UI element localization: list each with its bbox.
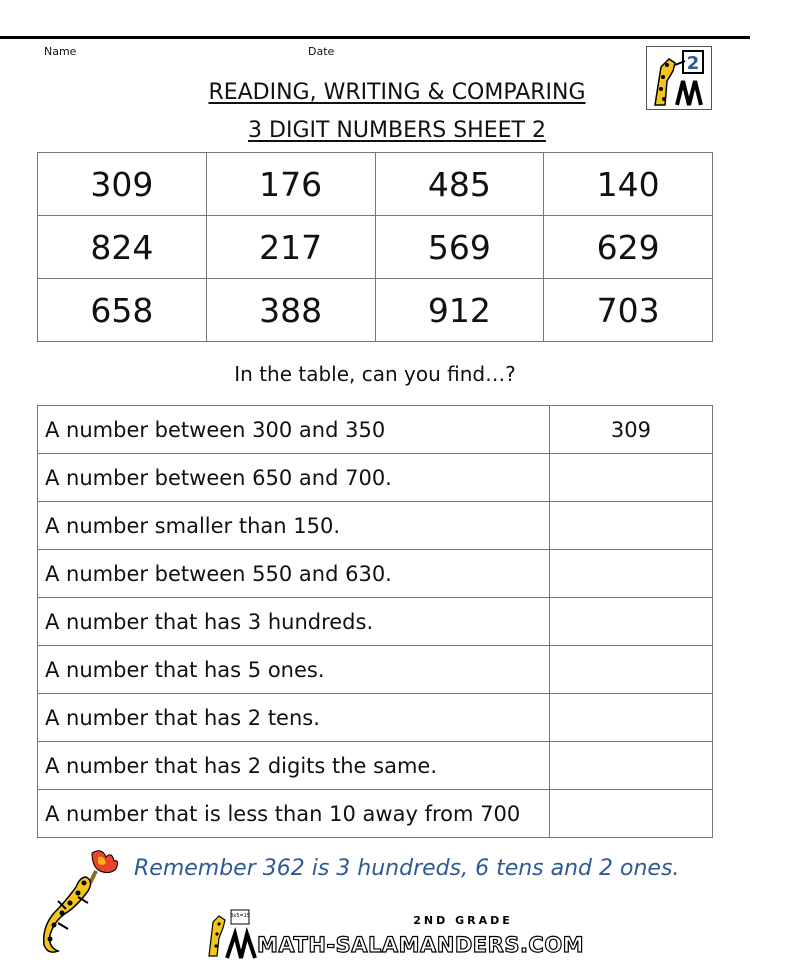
number-cell: 485 <box>375 153 544 216</box>
question-text: A number that has 3 hundreds. <box>38 598 550 646</box>
number-cell: 569 <box>375 216 544 279</box>
answer-cell[interactable] <box>549 790 712 838</box>
table-row <box>38 694 713 742</box>
table-row <box>38 279 713 342</box>
answer-cell[interactable] <box>549 550 712 598</box>
number-cell: 824 <box>38 216 207 279</box>
table-row <box>38 454 713 502</box>
name-label: Name <box>44 45 77 58</box>
question-text: A number between 650 and 700. <box>38 454 550 502</box>
number-cell: 309 <box>38 153 207 216</box>
svg-text:MATH-SALAMANDERS.COM: MATH-SALAMANDERS.COM <box>257 933 585 957</box>
numbers-table <box>37 152 713 342</box>
question-text: A number smaller than 150. <box>38 502 550 550</box>
question-text: A number between 300 and 350 <box>38 406 550 454</box>
svg-text:3x5=15: 3x5=15 <box>230 913 250 919</box>
table-row <box>38 406 713 454</box>
remember-note: Remember 362 is 3 hundreds, 6 tens and 2 ones. <box>134 856 680 881</box>
table-row <box>38 742 713 790</box>
number-cell: 217 <box>206 216 375 279</box>
worksheet-title-line2: 3 DIGIT NUMBERS SHEET 2 <box>248 118 546 143</box>
table-row <box>38 502 713 550</box>
number-cell: 629 <box>544 216 713 279</box>
footer-logo <box>205 908 585 960</box>
date-label: Date <box>308 45 335 58</box>
answer-cell[interactable] <box>549 742 712 790</box>
question-text: A number that has 2 tens. <box>38 694 550 742</box>
number-cell: 140 <box>544 153 713 216</box>
question-text: A number between 550 and 630. <box>38 550 550 598</box>
question-prompt: In the table, can you find…? <box>234 362 516 386</box>
number-cell: 703 <box>544 279 713 342</box>
table-row <box>38 216 713 279</box>
number-cell: 176 <box>206 153 375 216</box>
salamander-mascot <box>36 847 126 957</box>
worksheet-title-line1: READING, WRITING & COMPARING <box>208 80 586 105</box>
answer-cell[interactable] <box>549 454 712 502</box>
table-row <box>38 598 713 646</box>
answer-cell[interactable] <box>549 502 712 550</box>
number-cell: 658 <box>38 279 207 342</box>
number-cell: 912 <box>375 279 544 342</box>
svg-text:2: 2 <box>686 53 700 74</box>
question-text: A number that is less than 10 away from 700 <box>38 790 550 838</box>
salamander-torch-icon <box>36 847 126 957</box>
answer-cell[interactable]: 309 <box>549 406 712 454</box>
table-row <box>38 790 713 838</box>
answer-cell[interactable] <box>549 646 712 694</box>
questions-table <box>37 405 713 838</box>
answer-cell[interactable] <box>549 598 712 646</box>
table-row <box>38 646 713 694</box>
svg-text:2ND GRADE: 2ND GRADE <box>413 914 513 927</box>
number-cell: 388 <box>206 279 375 342</box>
question-text: A number that has 2 digits the same. <box>38 742 550 790</box>
top-rule <box>0 36 750 39</box>
question-text: A number that has 5 ones. <box>38 646 550 694</box>
answer-cell[interactable] <box>549 694 712 742</box>
table-row <box>38 550 713 598</box>
table-row <box>38 153 713 216</box>
math-salamanders-logo-icon <box>205 908 585 960</box>
